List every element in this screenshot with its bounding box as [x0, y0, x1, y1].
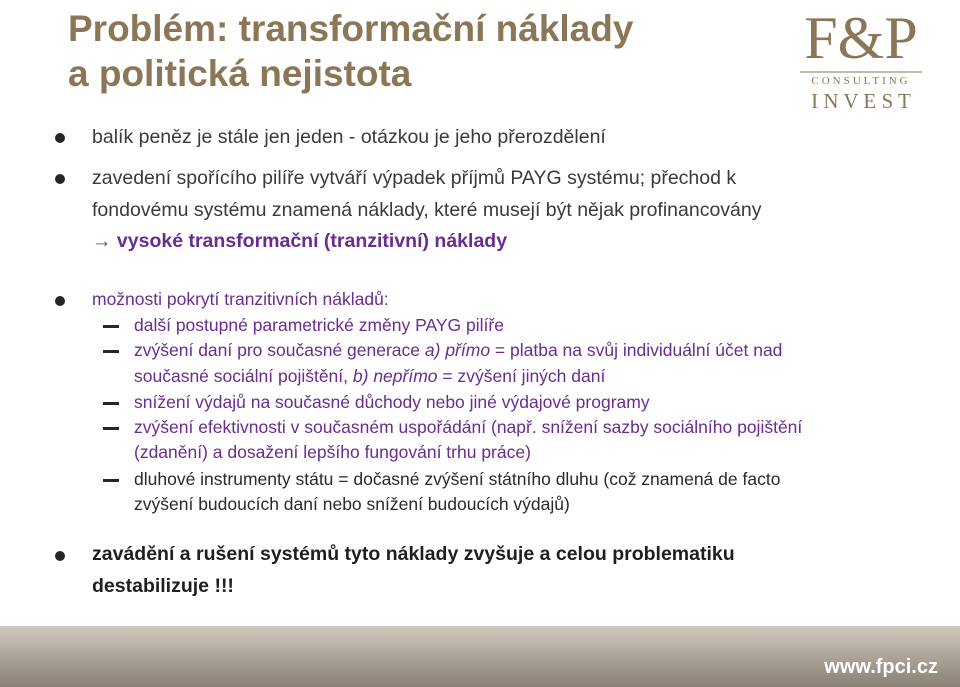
bullet-1: balík peněz je stále jen jeden - otázkou je jeho přerozdělení [92, 126, 606, 148]
slide-title [68, 6, 633, 96]
title-line-1: Problém: transformační náklady [68, 8, 634, 49]
bullet-2-emphasis: vysoké transformační (tranzitivní) náklady [116, 230, 508, 252]
bullet-4-line-2: destabilizuje !!! [92, 575, 234, 597]
bullet-dot [55, 551, 65, 561]
sub-item-5-line-2: zvýšení budoucích daní nebo snížení budoucích výdajů) [134, 494, 570, 514]
bullet-dot [55, 133, 65, 143]
sub-item-4-line-2: (zdanění) a dosažení lepšího fungování trhu práce) [134, 442, 531, 462]
bullet-2-line-2: fondovému systému znamená náklady, které musejí být nějak profinancovány [92, 199, 762, 221]
fp-consulting-invest-logo [786, 0, 936, 118]
title-line-2: a politická nejistota [68, 53, 412, 94]
sub-item-3: snížení výdajů na současné důchody nebo jiné výdajové programy [134, 392, 650, 412]
sub-item-1: další postupné parametrické změny PAYG pilíře [134, 315, 504, 335]
dash-marker [103, 479, 119, 482]
footer-url: www.fpci.cz [824, 656, 938, 678]
dash-marker [103, 325, 119, 328]
sub-item-2-line-2: současné sociální pojištění, b) nepřímo = zvýšení jiných daní [134, 366, 606, 386]
bullet-2-line-1: zavedení spořícího pilíře vytváří výpadek příjmů PAYG systému; přechod k [92, 167, 737, 189]
dash-marker [103, 402, 119, 405]
sub-item-5-line-1: dluhové instrumenty státu = dočasné zvýšení státního dluhu (což znamená de facto [134, 469, 781, 489]
bullet-dot [55, 296, 65, 306]
bullet-4-line-1: zavádění a rušení systémů tyto náklady zvyšuje a celou problematiku [92, 543, 735, 565]
sub-item-4-line-1: zvýšení efektivnosti v současném uspořádání (např. snížení sazby sociálního pojištění [134, 417, 803, 437]
logo-consulting: CONSULTING [811, 75, 911, 87]
dash-marker [103, 427, 119, 430]
arrow-icon: → [92, 230, 112, 252]
dash-marker [103, 350, 119, 353]
footer-bar [0, 626, 960, 687]
bullet-2-line-3 [92, 230, 507, 253]
logo-invest: I N V E S T [811, 89, 911, 113]
bullet-3: možnosti pokrytí tranzitivních nákladů: [92, 289, 389, 309]
sub-item-2-line-1: zvýšení daní pro současné generace a) přímo = platba na svůj individuální účet nad [134, 340, 783, 360]
logo-monogram: F&P [804, 5, 918, 71]
bullet-dot [55, 174, 65, 184]
